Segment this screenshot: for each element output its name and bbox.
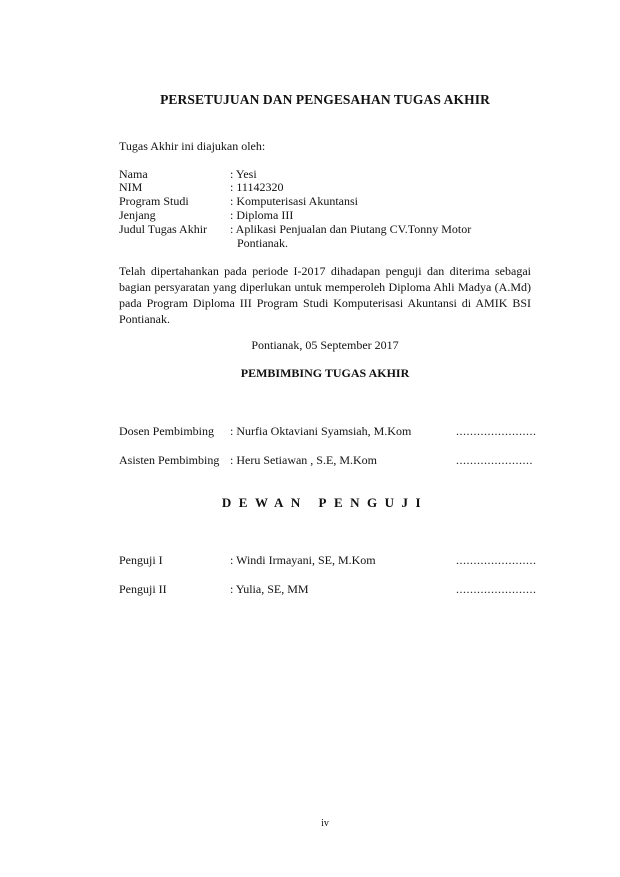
pembimbing-heading: PEMBIMBING TUGAS AKHIR [240, 366, 410, 380]
page-number: iv [321, 818, 329, 829]
asisten-pembimbing-label: Asisten Pembimbing [119, 453, 220, 467]
dosen-pembimbing-label: Dosen Pembimbing [119, 424, 214, 438]
field-label-judul: Judul Tugas Akhir [119, 222, 208, 236]
statement-paragraph: Telah dipertahankan pada periode I-2017 dihadapan penguji dan diterima sebagai bagian persyaratan yang diperlukan untuk memperoleh Diploma Ahli Madya (A.Md) pada Program Diploma III Program Studi Komputerisasi Akuntansi di AMIK BSI Pontianak. [119, 264, 531, 326]
dewan-penguji-heading: DEWAN PENGUJI [221, 495, 429, 510]
penguji-2-label: Penguji II [119, 582, 167, 596]
field-label-program-studi: Program Studi [119, 194, 189, 208]
penguji-2-value: : Yulia, SE, MM [230, 582, 309, 596]
field-label-nama: Nama [119, 167, 148, 181]
asisten-pembimbing-signature-line: ...................... [456, 453, 533, 467]
field-value-nama: : Yesi [230, 167, 257, 181]
dosen-pembimbing-signature-line: ....................... [456, 424, 537, 438]
dosen-pembimbing-value: : Nurfia Oktaviani Syamsiah, M.Kom [230, 424, 412, 438]
field-value-judul: : Aplikasi Penjualan dan Piutang CV.Tonny Motor [230, 222, 472, 236]
penguji-1-signature-line: ....................... [456, 553, 537, 567]
intro-text: Tugas Akhir ini diajukan oleh: [119, 139, 266, 153]
document-title: PERSETUJUAN DAN PENGESAHAN TUGAS AKHIR [160, 92, 490, 107]
field-value-jenjang: : Diploma III [230, 208, 294, 222]
field-value-judul-continued: Pontianak. [237, 236, 288, 250]
field-label-jenjang: Jenjang [119, 208, 156, 222]
asisten-pembimbing-value: : Heru Setiawan , S.E, M.Kom [230, 453, 377, 467]
penguji-1-value: : Windi Irmayani, SE, M.Kom [230, 553, 376, 567]
penguji-2-signature-line: ....................... [456, 582, 537, 596]
penguji-1-label: Penguji I [119, 553, 163, 567]
field-value-nim: : 11142320 [230, 180, 284, 194]
field-value-program-studi: : Komputerisasi Akuntansi [230, 194, 358, 208]
field-label-nim: NIM [119, 180, 143, 194]
place-date: Pontianak, 05 September 2017 [251, 338, 399, 352]
